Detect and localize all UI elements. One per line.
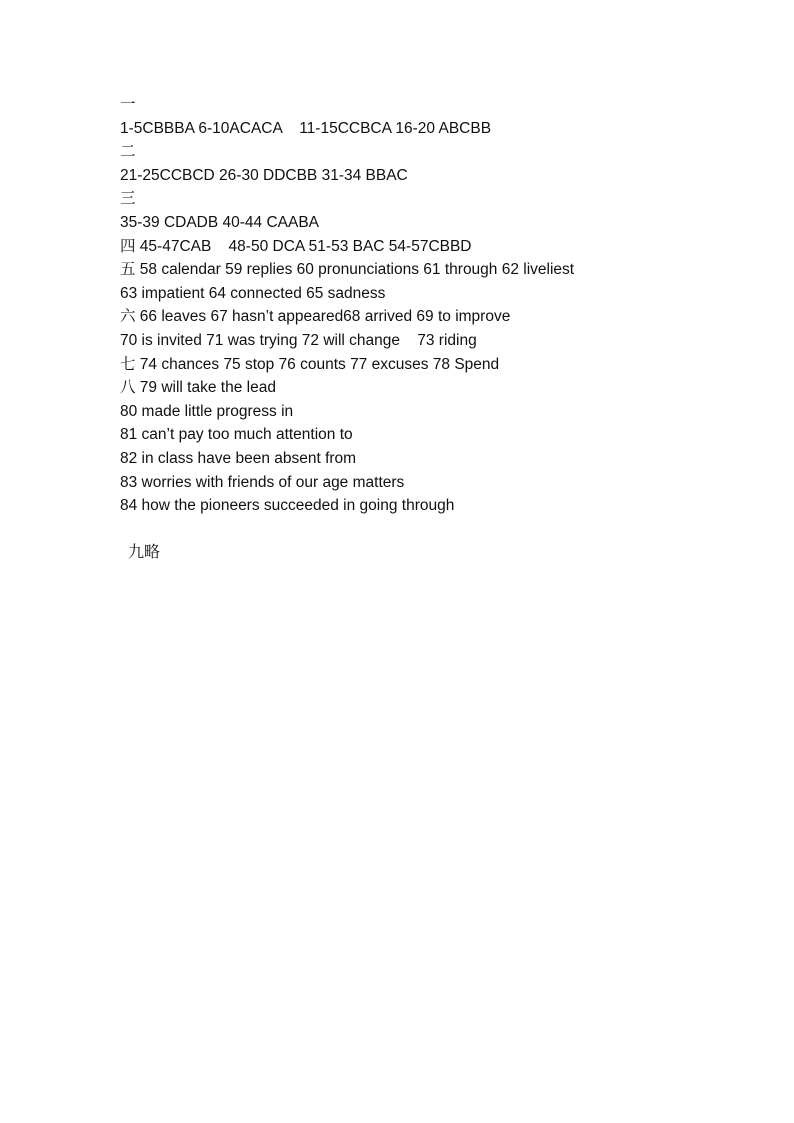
answer-line-section-8: 八 79 will take the lead (120, 379, 276, 397)
section-heading-1: 一 (120, 96, 136, 113)
answer-line-83: 83 worries with friends of our age matters (120, 473, 405, 491)
answer-line-82: 82 in class have been absent from (120, 449, 357, 467)
answer-line-35-44: 35-39 CDADB 40-44 CAABA (120, 213, 320, 231)
answer-line-section-7: 七 74 chances 75 stop 76 counts 77 excuses 78 Spend (120, 355, 500, 373)
answer-line-81: 81 can’t pay too much attention to (120, 426, 353, 444)
answer-line-84: 84 how the pioneers succeeded in going through (120, 497, 455, 515)
answer-line-1-20: 1-5CBBBA 6-10ACACA 11-15CCBCA 16-20 ABCBB (120, 119, 492, 137)
section-heading-3: 三 (120, 190, 136, 208)
section-heading-2: 二 (120, 143, 136, 161)
answer-line-section-4: 四 45-47CAB 48-50 DCA 51-53 BAC 54-57CBBD (120, 237, 472, 255)
answer-line-63-65: 63 impatient 64 connected 65 sadness (120, 284, 386, 302)
answer-line-section-5: 五 58 calendar 59 replies 60 pronunciations 61 through 62 liveliest (120, 261, 575, 279)
answer-line-section-6: 六 66 leaves 67 hasn’t appeared68 arrived 69 to improve (120, 308, 511, 326)
answer-key (120, 93, 740, 518)
answer-line-70-73: 70 is invited 71 was trying 72 will change 73 riding (120, 331, 477, 349)
answer-line-21-34: 21-25CCBCD 26-30 DDCBB 31-34 BBAC (120, 166, 408, 184)
section-nine-note: 九略 (128, 542, 161, 561)
answer-line-80: 80 made little progress in (120, 402, 294, 420)
